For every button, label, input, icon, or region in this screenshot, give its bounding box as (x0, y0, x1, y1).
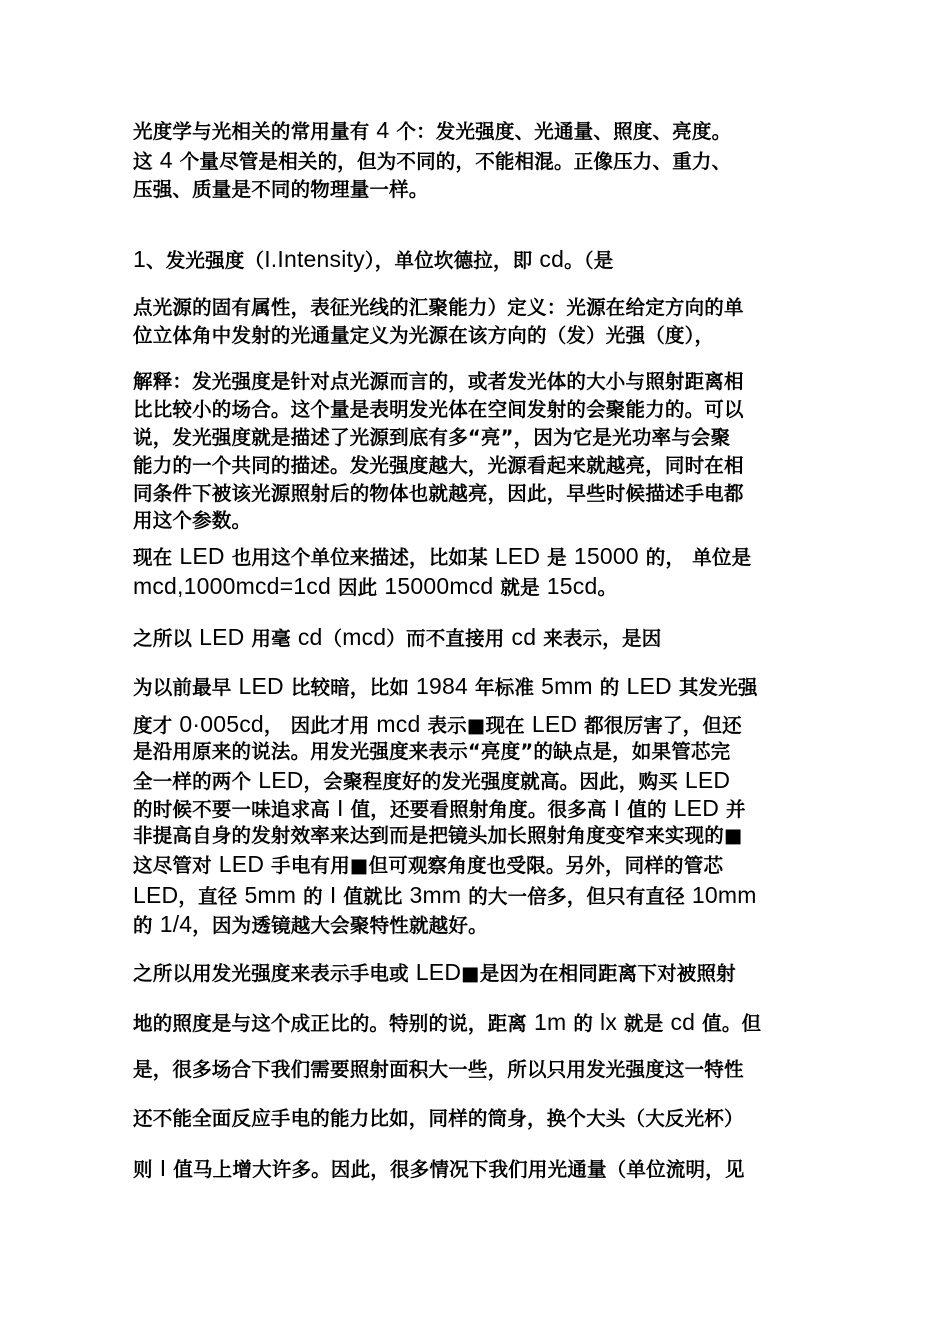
text-line: 位立体角中发射的光通量定义为光源在该方向的（发）光强（度）， (133, 324, 715, 347)
text-line: 用这个参数。 (133, 509, 252, 532)
text-line: 全一样的两个 LED，会聚程度好的发光强度就高。因此，购买 LED (133, 767, 731, 793)
text-line: 这 4 个量尽管是相关的，但为不同的，不能相混。正像压力、重力、 (133, 147, 732, 173)
text-line: mcd,1000mcd=1cd 因此 15000mcd 就是 15cd。 (133, 573, 618, 599)
text-line: 度才 0·005cd， 因此才用 mcd 表示■现在 LED 都很厉害了，但还 (133, 711, 742, 737)
text-line: LED，直径 5mm 的 I 值就比 3mm 的大一倍多，但只有直径 10mm (133, 882, 757, 908)
text-line: 地的照度是与这个成正比的。特别的说，距离 1m 的 lx 就是 cd 值。但 (133, 1009, 762, 1035)
text-line: 的 1/4，因为透镜越大会聚特性就越好。 (133, 911, 488, 937)
text-line: 点光源的固有属性，表征光线的汇聚能力）定义：光源在给定方向的单 (133, 296, 744, 319)
text-line: 压强、质量是不同的物理量一样。 (133, 178, 429, 201)
text-line: 说，发光强度就是描述了光源到底有多“亮”，因为它是光功率与会聚 (133, 426, 731, 449)
text-line: 现在 LED 也用这个单位来描述，比如某 LED 是 15000 的， 单位是 (133, 543, 752, 569)
text-line: 的时候不要一味追求高 I 值，还要看照射角度。很多高 I 值的 LED 并 (133, 795, 746, 821)
section-heading: 1、发光强度（I.Intensity），单位坎德拉，即 cd。（是 (133, 246, 614, 272)
text-line: 解释：发光强度是针对点光源而言的，或者发光体的大小与照射距离相 (133, 370, 744, 393)
text-line: 能力的一个共同的描述。发光强度越大，光源看起来就越亮，同时在相 (133, 454, 744, 477)
text-line: 是，很多场合下我们需要照射面积大一些，所以只用发光强度这一特性 (133, 1058, 744, 1081)
text-line: 是沿用原来的说法。用发光强度来表示“亮度”的缺点是，如果管芯完 (133, 740, 731, 763)
text-line: 非提高自身的发射效率来达到而是把镜头加长照射角度变窄来实现的■ (133, 824, 743, 847)
text-line: 同条件下被该光源照射后的物体也就越亮，因此，早些时候描述手电都 (133, 482, 744, 505)
text-line: 这尽管对 LED 手电有用■但可观察角度也受限。另外，同样的管芯 (133, 851, 724, 877)
text-line: 之所以 LED 用毫 cd（mcd）而不直接用 cd 来表示，是因 (133, 624, 662, 650)
text-line: 比比较小的场合。这个量是表明发光体在空间发射的会聚能力的。可以 (133, 398, 744, 421)
text-line: 之所以用发光强度来表示手电或 LED■是因为在相同距离下对被照射 (133, 959, 736, 985)
text-line: 还不能全面反应手电的能力比如，同样的筒身，换个大头（大反光杯） (133, 1107, 744, 1130)
text-line: 为以前最早 LED 比较暗，比如 1984 年标准 5mm 的 LED 其发光强 (133, 673, 758, 699)
text-line: 则 I 值马上增大许多。因此，很多情况下我们用光通量（单位流明，见 (133, 1155, 745, 1181)
text-line: 光度学与光相关的常用量有 4 个：发光强度、光通量、照度、亮度。 (133, 117, 732, 143)
